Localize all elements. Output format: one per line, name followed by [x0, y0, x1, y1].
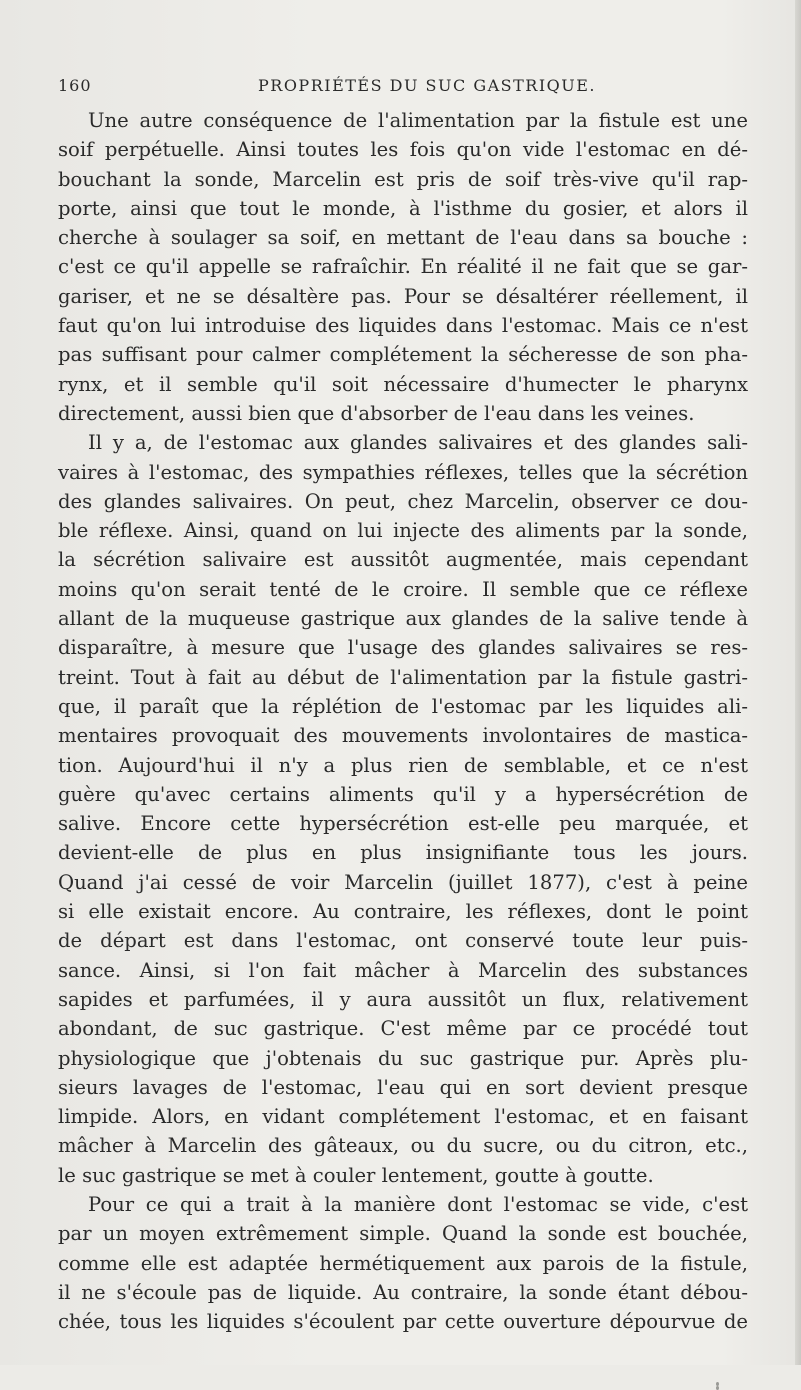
text-line: ble réflexe. Ainsi, quand on lui injecte des aliments par la sonde,: [58, 519, 748, 543]
body-text: [58, 106, 748, 1336]
text-line: guère qu'avec certains aliments qu'il y a hypersécrétion de: [58, 782, 748, 806]
text-line: que, il paraît que la réplétion de l'estomac par les liquides ali-: [58, 694, 748, 718]
text-line: chée, tous les liquides s'écoulent par cette ouverture dépourvue de: [58, 1310, 748, 1334]
text-line: disparaître, à mesure que l'usage des glandes salivaires se res-: [58, 636, 748, 660]
running-title: PROPRIÉTÉS DU SUC GASTRIQUE.: [258, 76, 597, 95]
text-line: cherche à soulager sa soif, en mettant de l'eau dans sa bouche :: [58, 226, 748, 250]
text-line: sieurs lavages de l'estomac, l'eau qui en sort devient presque: [58, 1075, 748, 1099]
text-line: rynx, et il semble qu'il soit nécessaire d'humecter le pharynx: [58, 372, 748, 396]
text-line: sapides et parfumées, il y aura aussitôt un flux, relativement: [58, 987, 748, 1011]
text-line: la sécrétion salivaire est aussitôt augmentée, mais cependant: [58, 548, 748, 572]
text-line: physiologique que j'obtenais du suc gastrique pur. Après plu-: [58, 1046, 748, 1070]
paper-speck: [716, 1386, 719, 1390]
text-line: limpide. Alors, en vidant complétement l'estomac, et en faisant: [58, 1105, 748, 1129]
text-line: moins qu'on serait tenté de le croire. Il semble que ce réflexe: [58, 577, 748, 601]
text-line: gariser, et ne se désaltère pas. Pour se désaltérer réellement, il: [58, 284, 748, 308]
text-line: des glandes salivaires. On peut, chez Marcelin, observer ce dou-: [58, 489, 748, 513]
text-line: vaires à l'estomac, des sympathies réflexes, telles que la sécrétion: [58, 460, 748, 484]
page-edge-shadow: [795, 0, 801, 1365]
text-line: Une autre conséquence de l'alimentation par la fistule est une: [88, 109, 748, 132]
page-number: 160: [58, 76, 92, 95]
text-line: abondant, de suc gastrique. C'est même par ce procédé tout: [58, 1017, 748, 1041]
text-line: de départ est dans l'estomac, ont conservé toute leur puis-: [58, 929, 748, 953]
text-line: allant de la muqueuse gastrique aux glandes de la salive tende à: [58, 607, 748, 631]
text-line: Il y a, de l'estomac aux glandes salivaires et des glandes sali-: [88, 431, 748, 455]
text-line: directement, aussi bien que d'absorber de l'eau dans les veines.: [58, 401, 695, 425]
text-line: il ne s'écoule pas de liquide. Au contraire, la sonde étant débou-: [58, 1280, 748, 1304]
text-line: soif perpétuelle. Ainsi toutes les fois qu'on vide l'estomac en dé-: [58, 138, 748, 162]
page-header: [58, 76, 748, 100]
text-line: mentaires provoquait des mouvements involontaires de mastica-: [58, 724, 748, 748]
text-line: faut qu'on lui introduise des liquides dans l'estomac. Mais ce n'est: [58, 314, 748, 338]
text-line: devient-elle de plus en plus insignifiante tous les jours.: [58, 841, 748, 865]
text-line: si elle existait encore. Au contraire, les réflexes, dont le point: [58, 900, 748, 924]
text-line: mâcher à Marcelin des gâteaux, ou du sucre, ou du citron, etc.,: [58, 1134, 748, 1158]
text-line: le suc gastrique se met à couler lentement, goutte à goutte.: [58, 1163, 654, 1187]
text-line: sance. Ainsi, si l'on fait mâcher à Marcelin des substances: [58, 958, 748, 982]
text-line: comme elle est adaptée hermétiquement aux parois de la fistule,: [58, 1251, 748, 1275]
text-line: Quand j'ai cessé de voir Marcelin (juillet 1877), c'est à peine: [58, 870, 748, 894]
text-line: Pour ce qui a trait à la manière dont l'estomac se vide, c'est: [88, 1192, 748, 1216]
text-line: c'est ce qu'il appelle se rafraîchir. En réalité il ne fait que se gar-: [58, 255, 748, 279]
text-line: tion. Aujourd'hui il n'y a plus rien de semblable, et ce n'est: [58, 753, 748, 777]
text-line: porte, ainsi que tout le monde, à l'isthme du gosier, et alors il: [58, 196, 748, 220]
text-line: salive. Encore cette hypersécrétion est-elle peu marquée, et: [58, 812, 748, 836]
text-line: bouchant la sonde, Marcelin est pris de soif très-vive qu'il rap-: [58, 167, 748, 191]
text-line: pas suffisant pour calmer complétement la sécheresse de son pha-: [58, 343, 748, 367]
text-line: par un moyen extrêmement simple. Quand la sonde est bouchée,: [58, 1222, 748, 1246]
text-line: treint. Tout à fait au début de l'alimentation par la fistule gastri-: [58, 665, 748, 689]
